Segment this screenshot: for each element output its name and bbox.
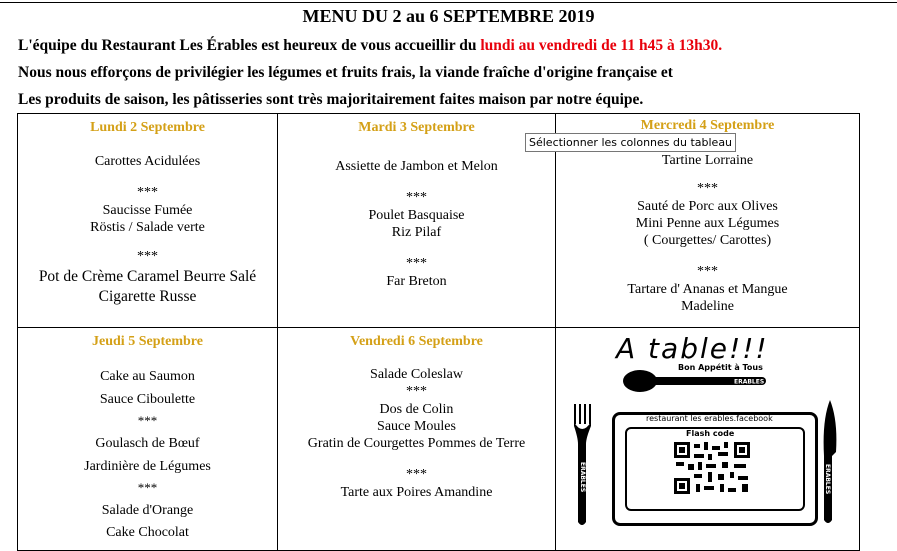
page-title: MENU DU 2 au 6 SEPTEMBRE 2019 — [302, 6, 595, 26]
knife-label: ERABLES — [824, 464, 831, 495]
top-rule — [0, 2, 897, 3]
separator: *** — [406, 467, 427, 482]
separator: *** — [137, 185, 158, 200]
vendredi-dessert-1: Tarte aux Poires Amandine — [340, 485, 493, 500]
day-heading-vendredi: Vendredi 6 Septembre — [350, 334, 483, 349]
cell-jeudi[interactable] — [18, 328, 278, 551]
promo-tagline: Bon Appétit à Tous — [678, 363, 763, 372]
mercredi-main-1: Sauté de Porc aux Olives — [637, 199, 778, 214]
lundi-main-2: Röstis / Salade verte — [90, 220, 205, 235]
cell-lundi[interactable] — [18, 114, 278, 328]
mardi-dessert-1: Far Breton — [386, 274, 447, 289]
menu-table[interactable] — [17, 113, 860, 551]
select-columns-tooltip: Sélectionner les colonnes du tableau — [525, 133, 736, 152]
jeudi-dessert-1: Salade d'Orange — [101, 503, 194, 518]
intro-line-2: Nous nous efforçons de privilégier les légumes et fruits frais, la viande fraîche d'origine française et — [18, 64, 673, 81]
jeudi-starter-2: Sauce Ciboulette — [99, 392, 196, 407]
fork-label: ERABLES — [579, 462, 586, 493]
intro-period: . — [718, 37, 723, 54]
opening-hours: lundi au vendredi de 11 h45 à 13h30 — [480, 37, 719, 54]
flash-code-label: Flash code — [686, 429, 735, 438]
separator: *** — [697, 264, 718, 279]
intro-line-3: Les produits de saison, les pâtisseries sont très majoritairement faites maison par notre équipe. — [18, 91, 644, 108]
cell-promo[interactable] — [556, 328, 860, 551]
mardi-main-2: Riz Pilaf — [391, 225, 442, 240]
day-heading-lundi: Lundi 2 Septembre — [90, 120, 205, 135]
separator: *** — [137, 413, 158, 428]
jeudi-main-2: Jardinière de Légumes — [84, 459, 211, 474]
intro-line-1 — [18, 37, 722, 55]
promo-graphic — [556, 328, 859, 550]
jeudi-dessert-2: Cake Chocolat — [106, 525, 189, 540]
day-heading-mardi: Mardi 3 Septembre — [358, 120, 475, 135]
lundi-starter: Carottes Acidulées — [94, 154, 201, 169]
mercredi-starter: Tartine Lorraine — [661, 153, 754, 168]
separator: *** — [406, 384, 427, 399]
jeudi-starter-1: Cake au Saumon — [100, 369, 195, 384]
lundi-main-1: Saucisse Fumée — [102, 203, 193, 218]
jeudi-main-1: Goulasch de Bœuf — [95, 436, 200, 451]
lundi-dessert-2: Cigarette Russe — [98, 288, 197, 305]
knife-icon — [818, 400, 840, 526]
mercredi-main-3: ( Courgettes/ Carottes) — [643, 233, 772, 248]
cell-vendredi[interactable] — [278, 328, 556, 551]
mercredi-dessert-1: Tartare d' Ananas et Mangue — [627, 282, 788, 297]
day-heading-mercredi: Mercredi 4 Septembre — [640, 118, 775, 133]
fork-icon — [572, 404, 594, 528]
vendredi-starter: Salade Coleslaw — [370, 367, 463, 382]
lundi-dessert-1: Pot de Crème Caramel Beurre Salé — [38, 268, 257, 285]
intro-text: L'équipe du Restaurant Les Érables est heureux de vous accueillir du — [18, 37, 481, 54]
separator: *** — [406, 190, 427, 205]
qr-code-icon[interactable] — [672, 440, 752, 496]
separator: *** — [697, 181, 718, 196]
separator: *** — [137, 480, 158, 495]
mardi-starter: Assiette de Jambon et Melon — [335, 159, 498, 174]
vendredi-main-3: Gratin de Courgettes Pommes de Terre — [307, 436, 526, 451]
vendredi-main-2: Sauce Moules — [377, 419, 456, 434]
promo-heading: A table!!! — [616, 332, 769, 365]
facebook-handle: restaurant les erables.facebook — [646, 414, 773, 423]
mercredi-main-2: Mini Penne aux Légumes — [635, 216, 780, 231]
vendredi-main-1: Dos de Colin — [379, 402, 454, 417]
separator: *** — [406, 256, 427, 271]
mercredi-dessert-2: Madeline — [681, 299, 734, 314]
spoon-label: ERABLES — [734, 378, 765, 386]
day-heading-jeudi: Jeudi 5 Septembre — [92, 334, 203, 349]
mardi-main-1: Poulet Basquaise — [368, 208, 465, 223]
separator: *** — [137, 249, 158, 264]
cell-mardi[interactable] — [278, 114, 556, 328]
